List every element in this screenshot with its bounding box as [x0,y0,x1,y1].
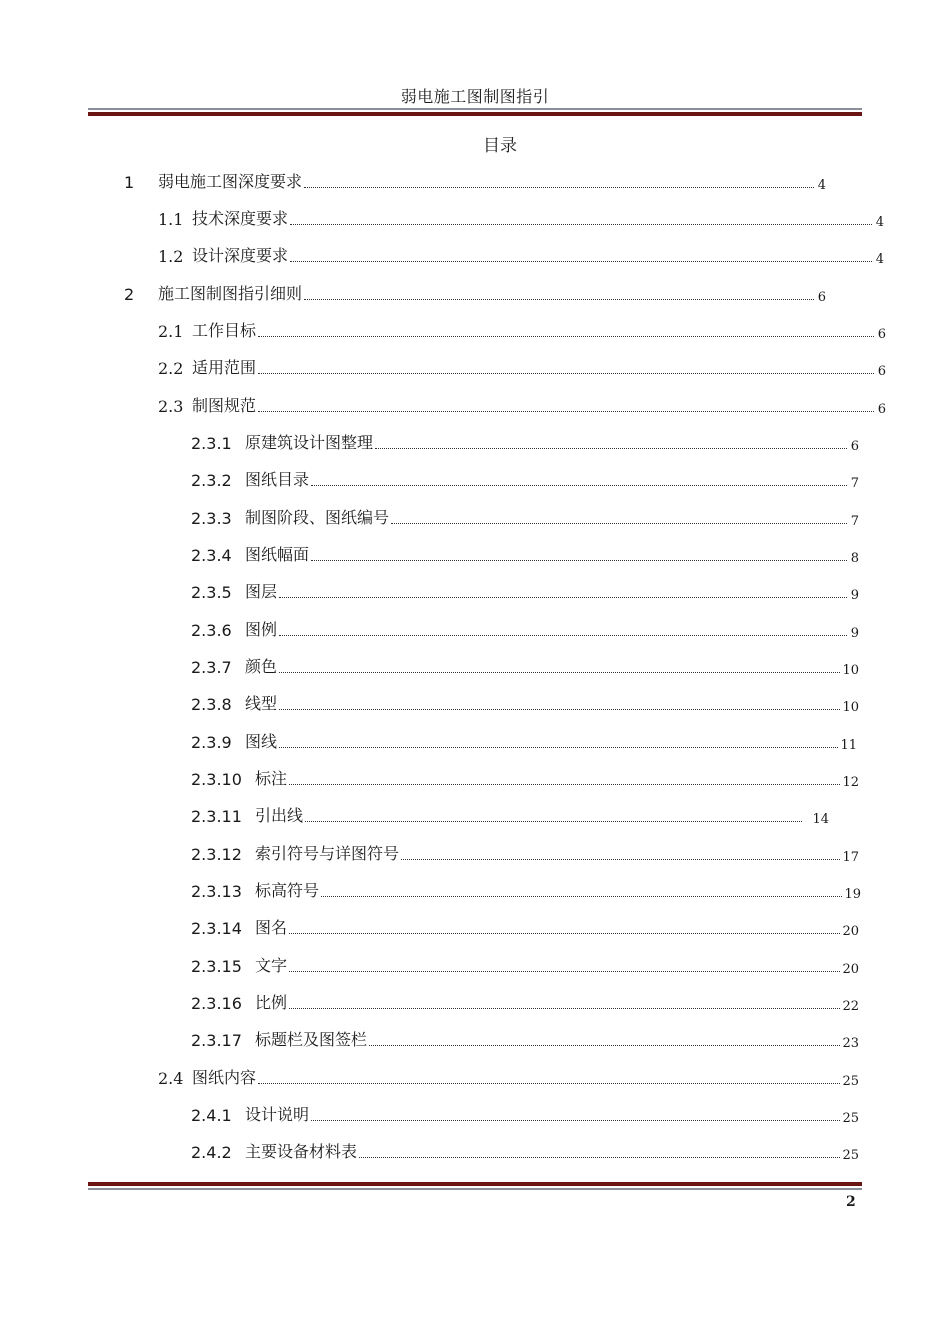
toc-entry-number: 2.3.8 [191,695,232,714]
toc-entry-page: 9 [850,588,859,603]
toc-entry-page: 10 [842,663,859,678]
toc-entry-page: 11 [840,738,857,753]
toc-leader-dots [258,335,874,337]
toc-entry-label: 设计说明 [245,1105,310,1124]
toc-leader-dots [289,1007,840,1009]
toc-leader-dots [289,970,840,972]
toc-entry-label: 引出线 [255,806,304,825]
toc-entry-number: 2.3.12 [191,845,242,864]
toc-leader-dots [369,1044,840,1046]
toc-leader-dots [375,447,847,449]
toc-entry[interactable] [191,1103,859,1125]
toc-entry-number: 2.3.16 [191,994,242,1013]
toc-entry[interactable] [191,1028,859,1050]
toc-entry[interactable] [191,506,859,528]
toc-entry-page: 25 [842,1148,859,1163]
toc-leader-dots [290,223,872,225]
toc-entry-label: 设计深度要求 [192,246,289,265]
toc-entry-page: 22 [842,999,859,1014]
toc-entry-label: 工作目标 [192,321,257,340]
toc-leader-dots [311,559,847,561]
toc-entry[interactable] [191,879,861,901]
toc-entry[interactable] [124,282,826,304]
toc-entry[interactable] [191,1140,859,1162]
toc-entry-page: 4 [875,252,884,267]
toc-leader-dots [311,484,847,486]
toc-entry-number: 1.2 [158,247,184,266]
toc-entry-page: 20 [842,924,859,939]
page-header-title: 弱电施工图制图指引 [400,87,550,106]
toc-entry-label: 施工图制图指引细则 [158,284,303,303]
toc-entry-page: 7 [850,514,859,529]
toc-entry-page: 17 [842,850,859,865]
toc-entry[interactable] [191,655,859,677]
toc-entry-number: 1 [124,173,135,192]
toc-entry[interactable] [191,842,859,864]
toc-entry-page: 25 [842,1074,859,1089]
toc-entry-number: 2.3.3 [191,509,232,528]
toc-entry-label: 适用范围 [192,358,257,377]
toc-entry-label: 图名 [255,918,288,937]
toc-entry-page: 25 [842,1111,859,1126]
toc-leader-dots [289,932,840,934]
toc-entry-number: 2.3.1 [191,434,232,453]
toc-entry-label: 图纸幅面 [245,545,310,564]
toc-entry-page: 8 [850,551,859,566]
toc-entry-page: 6 [850,439,859,454]
toc-entry[interactable] [191,954,859,976]
toc-entry[interactable] [191,580,859,602]
toc-entry-number: 2.3.6 [191,621,232,640]
toc-entry-number: 2.3.17 [191,1031,242,1050]
toc-entry[interactable] [191,767,859,789]
footer-rule [88,1182,862,1190]
toc-entry-number: 2.1 [158,322,184,341]
toc-entry-page: 12 [842,775,859,790]
toc-leader-dots [401,858,840,860]
toc-entry-label: 标高符号 [255,881,320,900]
toc-entry-label: 制图规范 [192,396,257,415]
toc-entry[interactable] [191,468,859,490]
toc-entry-label: 标题栏及图签栏 [255,1030,368,1049]
toc-leader-dots [258,410,874,412]
toc-entry-label: 主要设备材料表 [245,1142,358,1161]
toc-entry-label: 比例 [255,993,288,1012]
toc-entry-page: 6 [877,364,886,379]
toc-leader-dots [258,372,874,374]
toc-entry-number: 2.3.14 [191,919,242,938]
toc-entry[interactable] [191,692,859,714]
toc-title: 目录 [483,136,517,156]
toc-leader-dots [279,634,847,636]
toc-entry[interactable] [158,356,886,378]
toc-entry-label: 图纸内容 [192,1068,257,1087]
toc-entry[interactable] [158,394,886,416]
toc-entry-number: 2.3.10 [191,770,242,789]
toc-entry-page: 6 [877,402,886,417]
toc-entry[interactable] [191,916,859,938]
toc-entry[interactable] [191,730,857,752]
toc-entry-number: 2.3.2 [191,471,232,490]
toc-entry[interactable] [158,244,884,266]
toc-leader-dots [279,671,840,673]
toc-entry-number: 2.3.4 [191,546,232,565]
toc-entry-page: 20 [842,962,859,977]
toc-entry-page: 4 [817,178,826,193]
toc-entry-label: 文字 [255,956,288,975]
toc-entry-number: 2.4.2 [191,1143,232,1162]
toc-entry-number: 2.3.13 [191,882,242,901]
toc-entry-label: 原建筑设计图整理 [245,433,374,452]
toc-entry[interactable] [158,319,886,341]
toc-entry-label: 制图阶段、图纸编号 [245,508,390,527]
toc-leader-dots [311,1119,840,1121]
toc-entry-number: 1.1 [158,210,184,229]
toc-leader-dots [304,298,814,300]
toc-leader-dots [290,260,872,262]
toc-entry[interactable] [191,618,859,640]
toc-leader-dots [391,522,847,524]
toc-entry-number: 2.3.11 [191,807,242,826]
toc-entry-label: 图例 [245,620,278,639]
toc-leader-dots [279,746,838,748]
page-number: 2 [846,1194,856,1210]
toc-leader-dots [279,708,840,710]
toc-entry-label: 图线 [245,732,278,751]
toc-entry-number: 2.3 [158,397,184,416]
toc-entry-number: 2 [124,285,135,304]
toc-entry[interactable] [158,207,884,229]
toc-entry-page: 23 [842,1036,859,1051]
toc-entry-page: 4 [875,215,884,230]
toc-entry-number: 2.4 [158,1069,184,1088]
toc-entry[interactable] [191,804,829,826]
toc-entry[interactable] [124,170,826,192]
toc-entry-number: 2.2 [158,359,184,378]
toc-entry-page: 7 [850,476,859,491]
toc-leader-dots [305,820,802,822]
toc-leader-dots [279,596,847,598]
toc-entry-label: 技术深度要求 [192,209,289,228]
toc-entry[interactable] [191,543,859,565]
toc-leader-dots [304,186,814,188]
toc-leader-dots [321,895,842,897]
toc-entry-label: 图层 [245,582,278,601]
toc-entry[interactable] [191,991,859,1013]
toc-entry-label: 标注 [255,769,288,788]
toc-entry-page: 10 [842,700,859,715]
toc-entry-page: 19 [844,887,861,902]
toc-entry-number: 2.3.9 [191,733,232,752]
toc-entry-label: 弱电施工图深度要求 [158,172,303,191]
toc-entry-number: 2.3.5 [191,583,232,602]
toc-entry-page: 9 [850,626,859,641]
toc-leader-dots [289,783,840,785]
toc-entry[interactable] [191,431,859,453]
toc-leader-dots [359,1156,840,1158]
toc-leader-dots [258,1082,840,1084]
toc-entry-page: 14 [812,812,829,827]
toc-entry-page: 6 [877,327,886,342]
toc-entry[interactable] [158,1066,859,1088]
toc-entry-number: 2.3.7 [191,658,232,677]
toc-entry-label: 索引符号与详图符号 [255,844,400,863]
toc-entry-label: 图纸目录 [245,470,310,489]
toc-entry-number: 2.4.1 [191,1106,232,1125]
toc-entry-label: 颜色 [245,657,278,676]
toc-entry-page: 6 [817,290,826,305]
toc-entry-label: 线型 [245,694,278,713]
toc-entry-number: 2.3.15 [191,957,242,976]
